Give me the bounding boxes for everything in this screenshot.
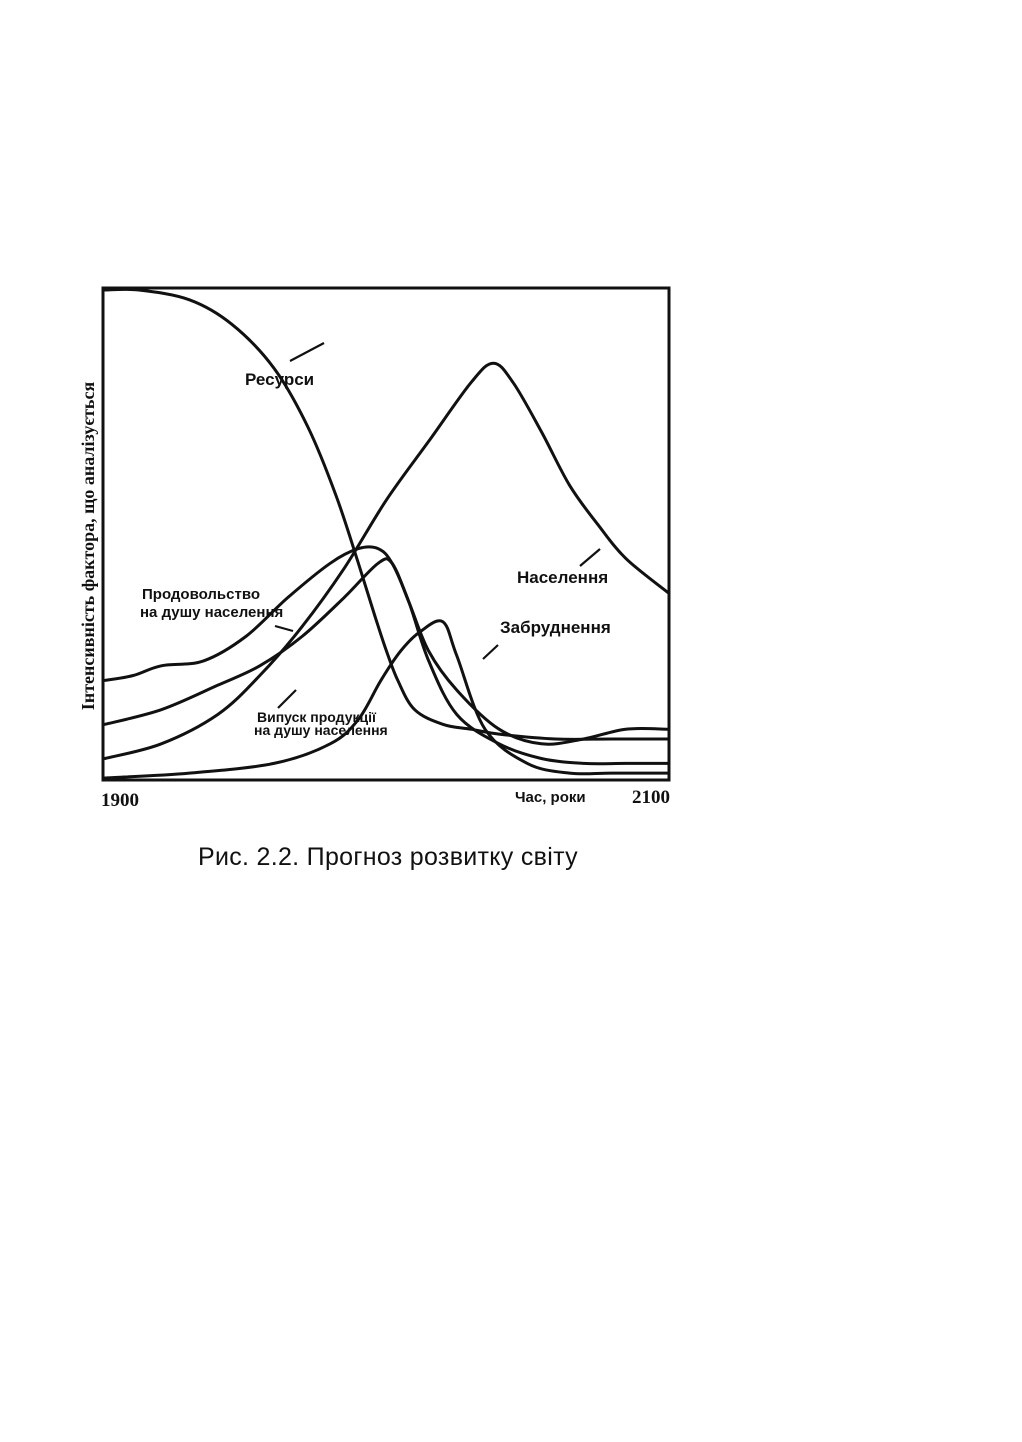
leader-food [275,626,293,631]
leader-resources [290,343,324,361]
leader-output [278,690,296,708]
y-axis-label: Інтенсивність фактора, що аналізується [78,381,98,711]
curves [105,289,668,778]
plot-frame [103,288,669,780]
figure-caption: Рис. 2.2. Прогноз розвитку світу [198,843,578,871]
label-output-line2: на душу населення [254,722,388,738]
label-food-line1: Продовольство [142,586,261,603]
x-tick-label-end: 2100 [632,787,670,808]
label-output-line1: Випуск продукції [257,709,376,725]
label-population: Населення [517,568,609,587]
label-food-line2: на душу населення [140,604,284,621]
x-tick-label-start: 1900 [101,790,139,811]
leader-population [580,549,600,566]
label-resources: Ресурси [245,370,315,389]
label-pollution: Забруднення [500,618,611,637]
leader-pollution [483,645,498,659]
x-axis-label: Час, роки [515,789,586,806]
